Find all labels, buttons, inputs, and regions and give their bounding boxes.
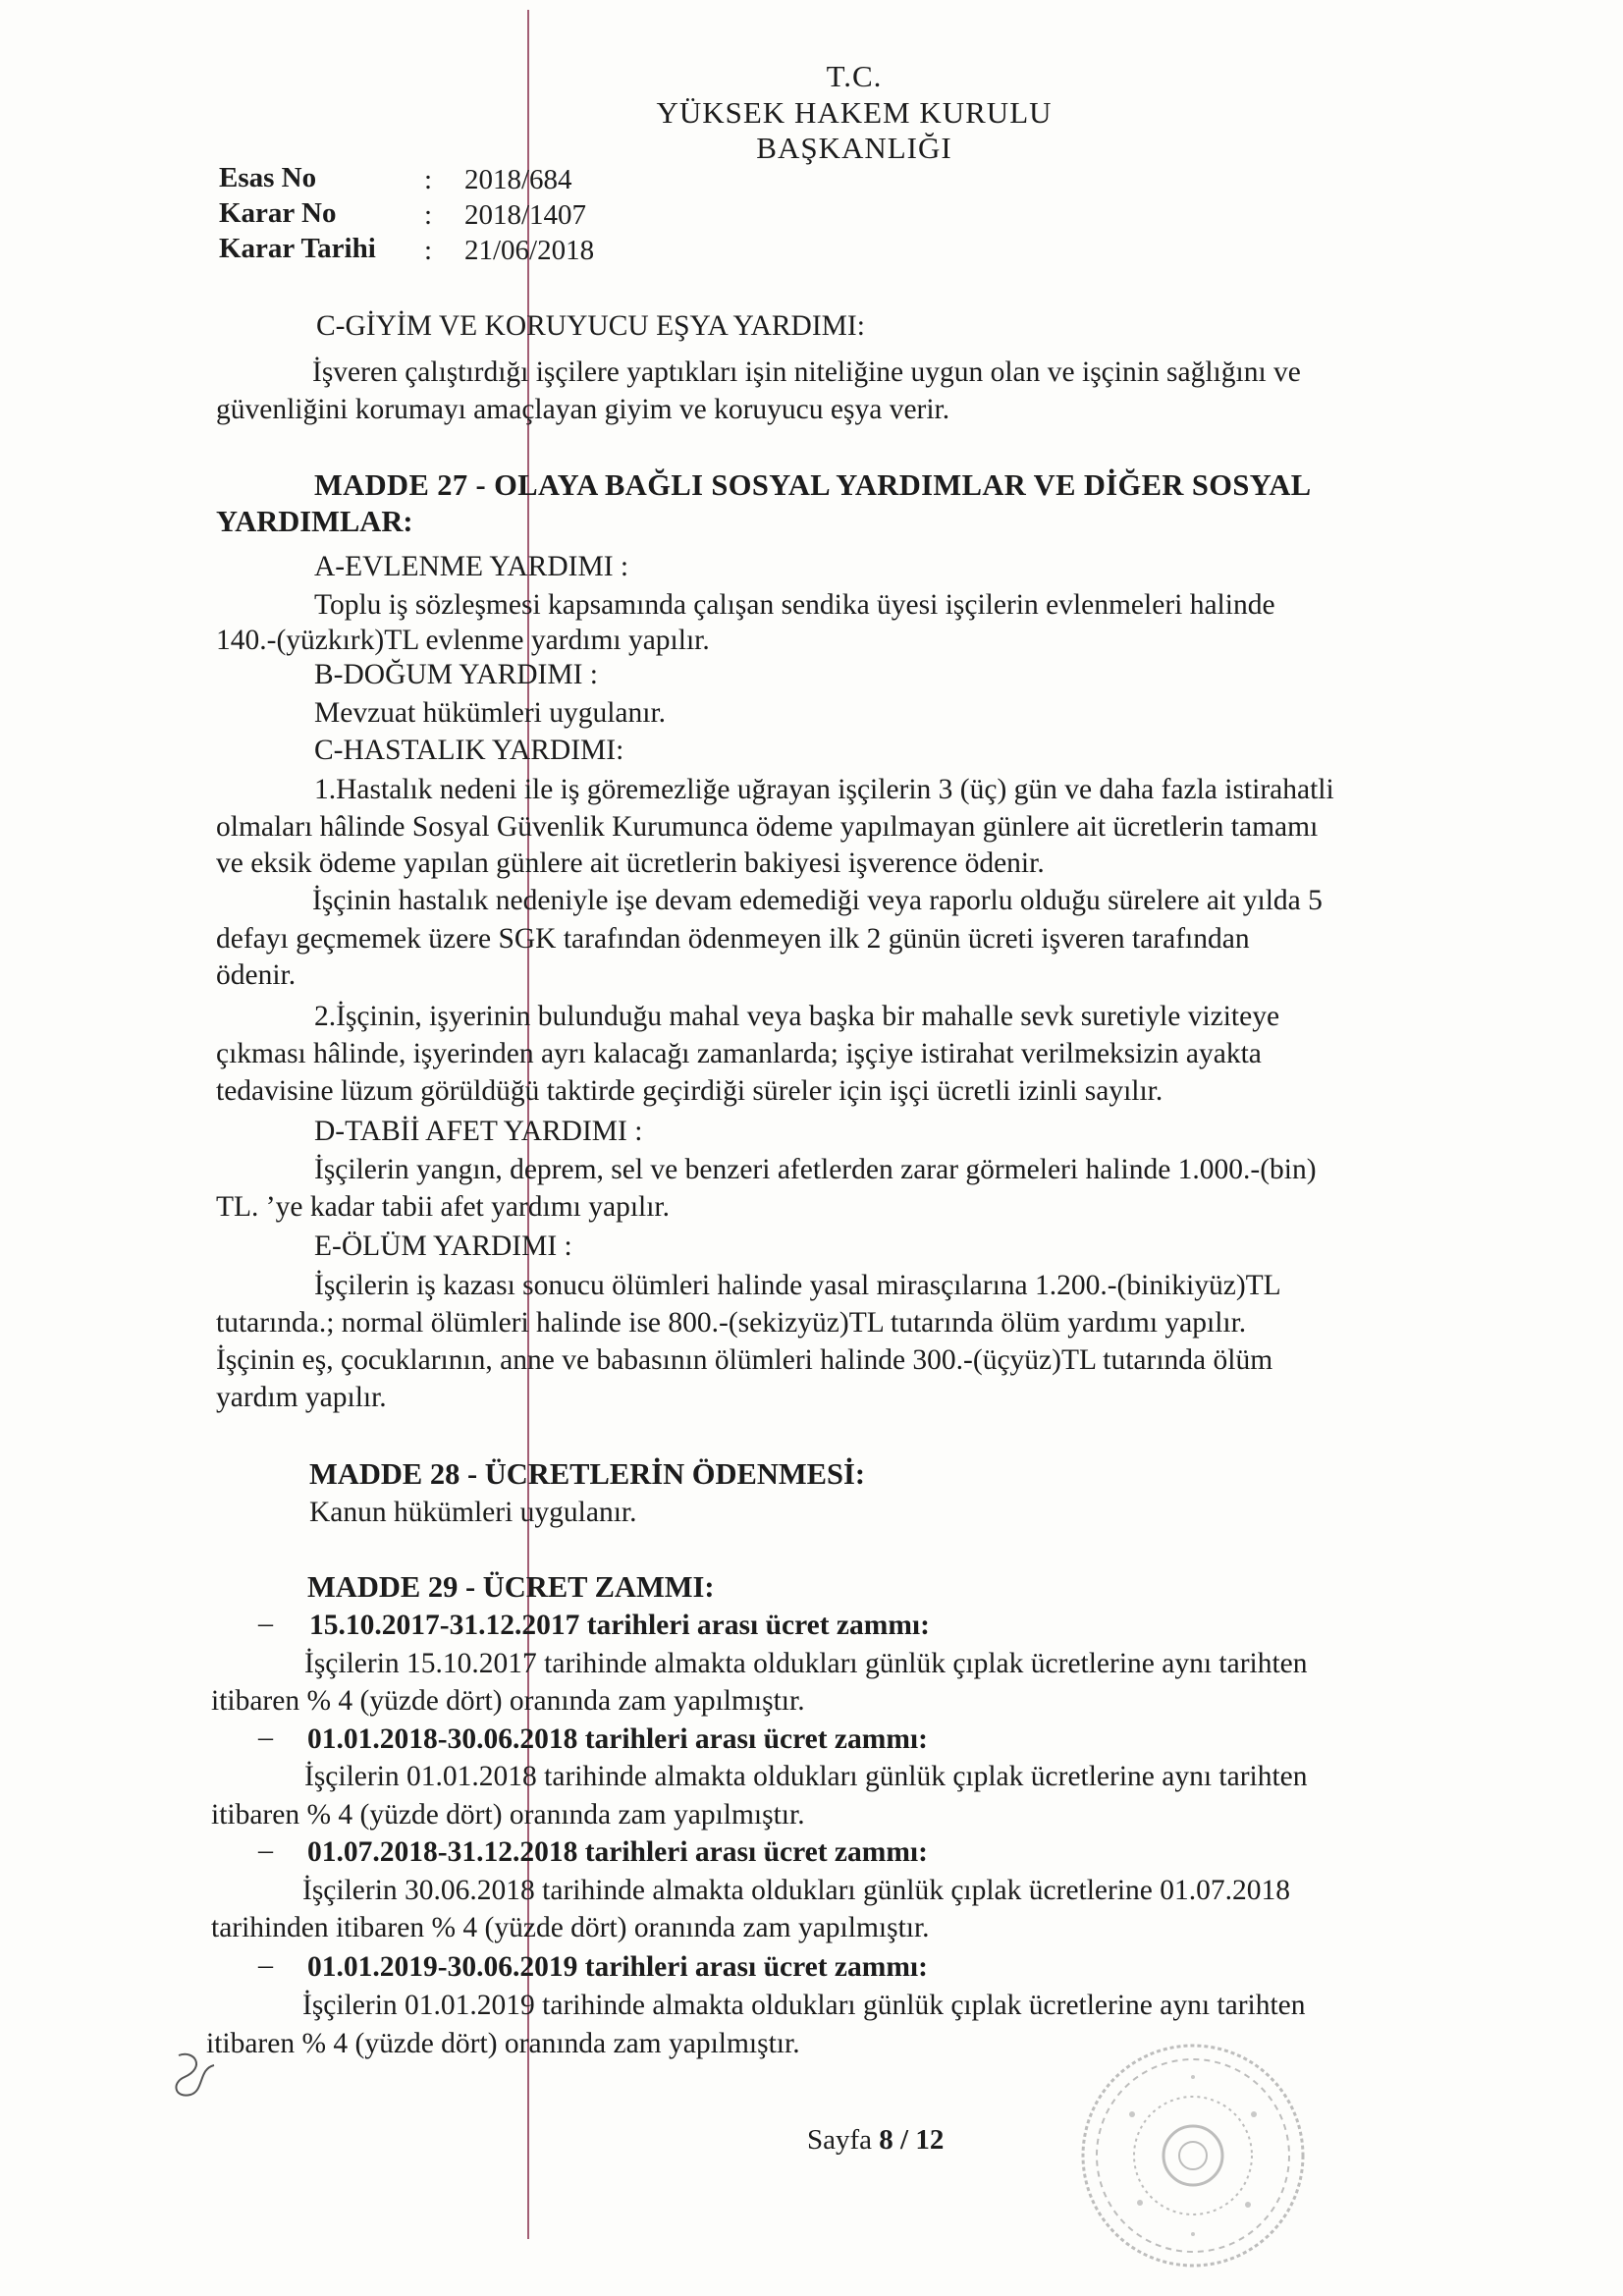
b-dogum-title: B-DOĞUM YARDIMI : <box>314 659 598 690</box>
c-hastalik-1-line1: 1.Hastalık nedeni ile iş göremezliğe uğrayan işçilerin 3 (üç) gün ve daha fazla istirahatli <box>314 774 1334 805</box>
karar-value: 2018/1407 <box>464 199 587 231</box>
karar-colon: : <box>424 199 433 231</box>
z3-dash: – <box>258 1833 273 1866</box>
karar-label: Karar No <box>219 197 337 229</box>
c-hastalik-2-line3: tedavisine lüzum görüldüğü taktirde geçirdiği süreler için işçi ücretli izinli sayılır. <box>216 1075 1163 1107</box>
a-evlenme-line1: Toplu iş sözleşmesi kapsamında çalışan sendika üyesi işçilerin evlenmeleri halinde <box>314 589 1275 621</box>
header-dept: BAŞKANLIĞI <box>756 131 952 165</box>
z3-line1: İşçilerin 30.06.2018 tarihinde almakta oldukları günlük çıplak ücretlerine 01.07.2018 <box>302 1875 1291 1906</box>
z4-dash: – <box>258 1948 273 1981</box>
z3-line2: tarihinden itibaren % 4 (yüzde dört) oranında zam yapılmıştır. <box>211 1912 930 1943</box>
c-hastalik-title: C-HASTALIK YARDIMI: <box>314 735 624 766</box>
esas-value: 2018/684 <box>464 164 572 195</box>
madde27-title-line1: MADDE 27 - OLAYA BAĞLI SOSYAL YARDIMLAR VE DİĞER SOSYAL <box>314 468 1312 502</box>
e-olum-line4: yardım yapılır. <box>216 1382 387 1413</box>
z1-title: 15.10.2017-31.12.2017 tarihleri arası ücret zammı: <box>309 1610 930 1641</box>
z2-line2: itibaren % 4 (yüzde dört) oranında zam yapılmıştır. <box>211 1799 805 1831</box>
z4-line1: İşçilerin 01.01.2019 tarihinde almakta oldukları günlük çıplak ücretlerine aynı tarihten <box>302 1990 1306 2021</box>
c-hastalik-1-line3: ve eksik ödeme yapılan günlere ait ücretlerin bakiyesi işverence ödenir. <box>216 847 1045 879</box>
tarih-label: Karar Tarihi <box>219 233 376 264</box>
esas-label: Esas No <box>219 162 317 193</box>
z4-title: 01.01.2019-30.06.2019 tarihleri arası ücret zammı: <box>307 1951 928 1983</box>
c-hastalik-1-line2: olmaları hâlinde Sosyal Güvenlik Kurumunca ödeme yapılmayan günlere ait ücretlerin tamamı <box>216 811 1319 843</box>
z1-dash: – <box>258 1607 273 1639</box>
z2-dash: – <box>258 1721 273 1753</box>
c-giyim-line1: İşveren çalıştırdığı işçilere yaptıkları işin niteliğine uygun olan ve işçinin sağlığını ve <box>312 356 1301 388</box>
z2-title: 01.01.2018-30.06.2018 tarihleri arası ücret zammı: <box>307 1723 928 1755</box>
header-org: YÜKSEK HAKEM KURULU <box>656 95 1053 130</box>
z1-line1: İşçilerin 15.10.2017 tarihinde almakta oldukları günlük çıplak ücretlerine aynı tarihten <box>304 1648 1308 1679</box>
d-tabii-line1: İşçilerin yangın, deprem, sel ve benzeri afetlerden zarar görmeleri halinde 1.000.-(bin) <box>314 1154 1317 1185</box>
a-evlenme-line2: 140.-(yüzkırk)TL evlenme yardımı yapılır. <box>216 625 710 656</box>
c-hastalik-2-line1: 2.İşçinin, işyerinin bulunduğu mahal veya başka bir mahalle sevk suretiyle viziteye <box>314 1001 1280 1032</box>
c-hastalik-2-line2: çıkması hâlinde, işyerinden ayrı kalacağı zamanlarda; işçiye istirahat verilmeksizin ayakta <box>216 1038 1262 1069</box>
z3-title: 01.07.2018-31.12.2018 tarihleri arası ücret zammı: <box>307 1836 928 1868</box>
z1-line2: itibaren % 4 (yüzde dört) oranında zam yapılmıştır. <box>211 1685 805 1717</box>
e-olum-line3: İşçinin eş, çocuklarının, anne ve babasının ölümleri halinde 300.-(üçyüz)TL tutarında ölüm <box>216 1344 1273 1376</box>
madde28-title: MADDE 28 - ÜCRETLERİN ÖDENMESİ: <box>309 1457 865 1491</box>
page-label: Sayfa <box>807 2124 873 2156</box>
a-evlenme-title: A-EVLENME YARDIMI : <box>314 551 629 582</box>
page-number <box>807 2124 944 2157</box>
e-olum-line2: tutarında.; normal ölümleri halinde ise 800.-(sekizyüz)TL tutarında ölüm yardımı yapılır. <box>216 1307 1247 1339</box>
handwritten-initial <box>165 2048 224 2116</box>
c-giyim-line2: güvenliğini korumayı amaçlayan giyim ve koruyucu eşya verir. <box>216 394 950 425</box>
e-olum-title: E-ÖLÜM YARDIMI : <box>314 1230 572 1262</box>
tarih-value: 21/06/2018 <box>464 235 595 266</box>
d-tabii-title: D-TABİİ AFET YARDIMI : <box>314 1116 643 1147</box>
c-hastalik-1b-line2: defayı geçmemek üzere SGK tarafından ödenmeyen ilk 2 günün ücreti işveren tarafından <box>216 923 1250 955</box>
madde28-line1: Kanun hükümleri uygulanır. <box>309 1497 637 1528</box>
d-tabii-line2: TL. ’ye kadar tabii afet yardımı yapılır. <box>216 1191 670 1223</box>
official-seal-stamp <box>1075 2038 1311 2273</box>
madde29-title: MADDE 29 - ÜCRET ZAMMI: <box>307 1570 715 1604</box>
b-dogum-line1: Mevzuat hükümleri uygulanır. <box>314 697 667 729</box>
esas-colon: : <box>424 164 433 195</box>
page-count: 8 / 12 <box>879 2124 945 2156</box>
z2-line1: İşçilerin 01.01.2018 tarihinde almakta oldukları günlük çıplak ücretlerine aynı tarihten <box>304 1761 1308 1792</box>
c-hastalik-1b-line3: ödenir. <box>216 959 297 991</box>
c-giyim-title: C-GİYİM VE KORUYUCU EŞYA YARDIMI: <box>316 310 865 342</box>
z4-line2: itibaren % 4 (yüzde dört) oranında zam yapılmıştır. <box>206 2028 800 2059</box>
e-olum-line1: İşçilerin iş kazası sonucu ölümleri halinde yasal mirasçılarına 1.200.-(binikiyüz)TL <box>314 1270 1281 1301</box>
c-hastalik-1b-line1: İşçinin hastalık nedeniyle işe devam edemediği veya raporlu olduğu sürelere ait yılda 5 <box>312 885 1323 916</box>
header-tc: T.C. <box>826 59 883 93</box>
madde27-title-line2: YARDIMLAR: <box>216 505 413 538</box>
tarih-colon: : <box>424 235 433 266</box>
